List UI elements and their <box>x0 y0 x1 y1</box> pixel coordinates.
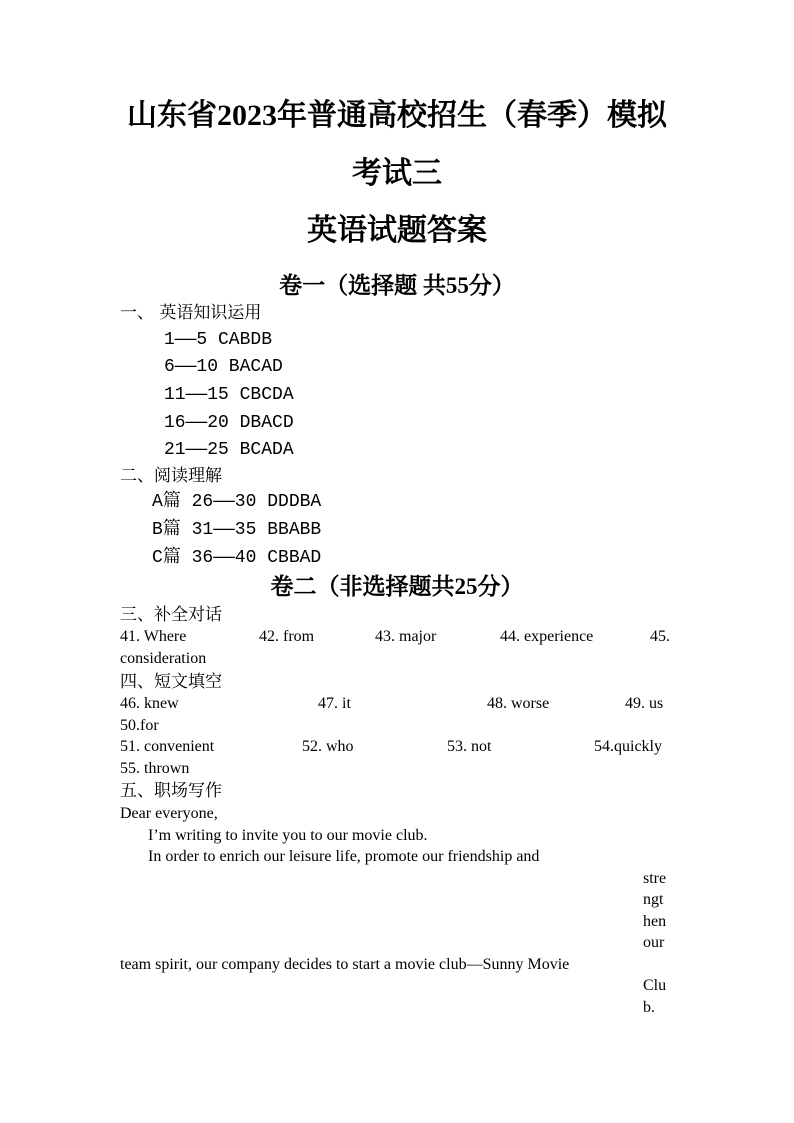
letter-line: In order to enrich our leisure life, promote our friendship and <box>148 848 540 865</box>
answer-42: 42. from <box>259 628 315 645</box>
answer-row: C篇 36——40 CBBAD <box>152 548 322 568</box>
doc-title-line-3: 英语试题答案 <box>307 214 487 247</box>
letter-line: I’m writing to invite you to our movie club. <box>148 827 428 844</box>
answer-54: 54.quickly <box>594 738 662 755</box>
answer-52: 52. who <box>302 738 354 755</box>
answer-row: 1——5 CABDB <box>164 330 273 350</box>
letter-greeting: Dear everyone, <box>120 805 218 822</box>
doc-title-line-1: 山东省2023年普通高校招生（春季）模拟 <box>127 99 667 132</box>
part2-heading: 卷二（非选择题共25分） <box>270 574 524 599</box>
answer-55: 55. thrown <box>120 760 190 777</box>
answer-45-word: consideration <box>120 650 207 667</box>
letter-fragment: our <box>643 934 665 951</box>
answer-41: 41. Where <box>120 628 187 645</box>
section5-heading: 五、职场写作 <box>120 781 222 801</box>
part1-heading: 卷一（选择题 共55分） <box>279 273 515 298</box>
answer-49: 49. us <box>625 695 664 712</box>
answer-row: 11——15 CBCDA <box>164 385 294 405</box>
answer-51: 51. convenient <box>120 738 215 755</box>
letter-fragment: stre <box>643 870 667 887</box>
answer-46: 46. knew <box>120 695 179 712</box>
letter-line: team spirit, our company decides to start a movie club—Sunny Movie <box>120 956 570 973</box>
doc-title-line-2: 考试三 <box>352 157 442 190</box>
answer-43: 43. major <box>375 628 437 645</box>
answer-row: 16——20 DBACD <box>164 413 294 433</box>
answer-50: 50.for <box>120 717 159 734</box>
answer-48: 48. worse <box>487 695 550 712</box>
answer-45-number: 45. <box>650 628 670 645</box>
letter-fragment: hen <box>643 913 667 930</box>
section3-heading: 三、补全对话 <box>120 605 222 625</box>
answer-53: 53. not <box>447 738 492 755</box>
answer-row: A篇 26——30 DDDBA <box>152 492 322 512</box>
section4-heading: 四、短文填空 <box>120 672 222 692</box>
answer-47: 47. it <box>318 695 351 712</box>
letter-fragment: Clu <box>643 977 667 994</box>
answer-row: 21——25 BCADA <box>164 440 294 460</box>
answer-row: 6——10 BACAD <box>164 357 283 377</box>
section1-heading: 一、 英语知识运用 <box>120 303 262 323</box>
letter-fragment: b. <box>643 999 655 1016</box>
answer-44: 44. experience <box>500 628 594 645</box>
letter-fragment: ngt <box>643 891 664 908</box>
answer-row: B篇 31——35 BBABB <box>152 520 322 540</box>
section2-heading: 二、阅读理解 <box>120 466 222 486</box>
